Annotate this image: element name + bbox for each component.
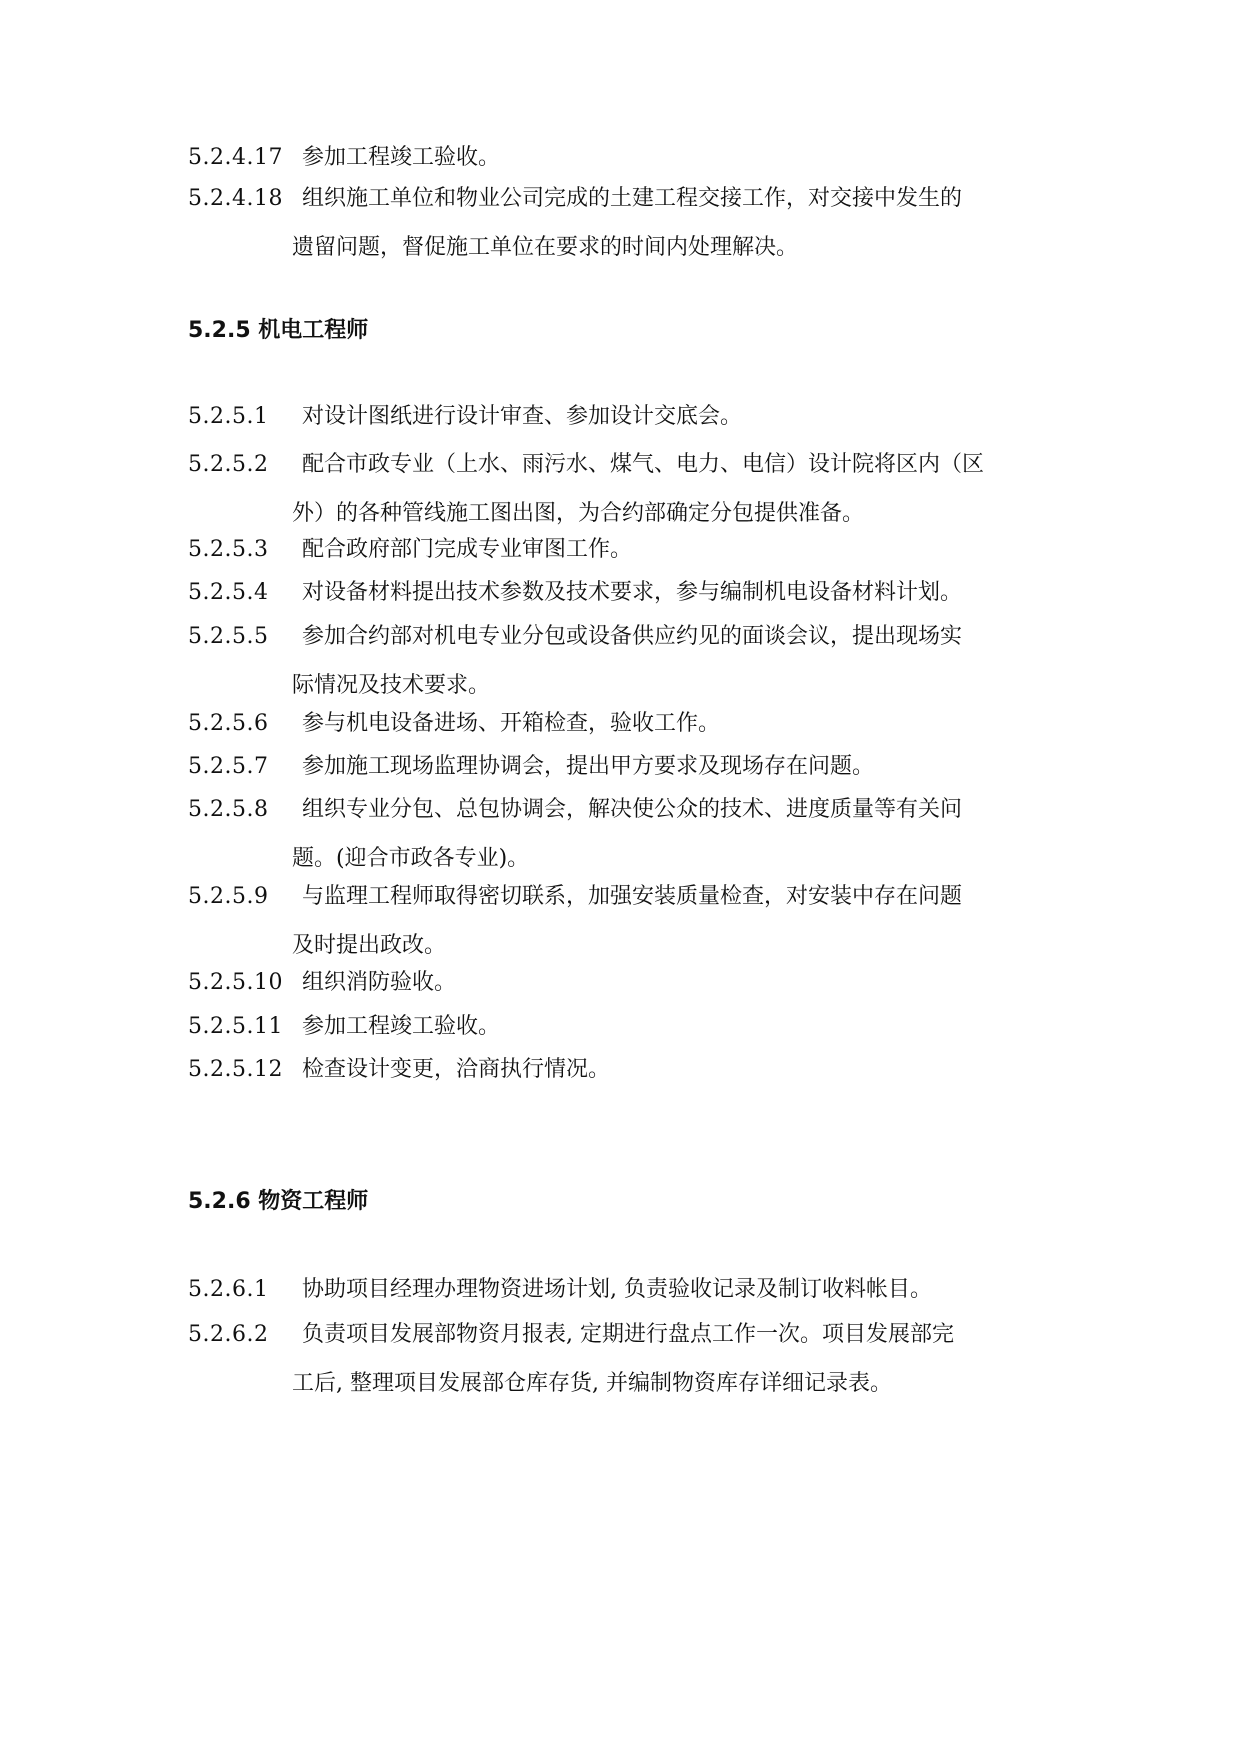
clause-text: 参加工程竣工验收。 — [302, 1014, 501, 1039]
clause-number: 5.2.6.2 — [188, 1322, 269, 1347]
clause-number: 5.2.5.12 — [188, 1057, 283, 1082]
clause-number: 5.2.5.3 — [188, 537, 269, 562]
clause-text-continued: 外）的各种管线施工图出图，为合约部确定分包提供准备。 — [292, 501, 865, 526]
clause-text-continued: 题。(迎合市政各专业)。 — [292, 846, 530, 871]
clause-text-continued: 际情况及技术要求。 — [292, 673, 491, 698]
clause-number: 5.2.4.17 — [188, 145, 283, 170]
clause-text: 参加合约部对机电专业分包或设备供应约见的面谈会议，提出现场实 — [302, 624, 963, 649]
clause-text: 协助项目经理办理物资进场计划, 负责验收记录及制订收料帐目。 — [302, 1277, 932, 1302]
clause-number: 5.2.4.18 — [188, 186, 283, 211]
section-heading-5-2-6: 5.2.6 物资工程师 — [188, 1189, 369, 1214]
clause-text: 检查设计变更，洽商执行情况。 — [302, 1057, 611, 1082]
clause-text: 负责项目发展部物资月报表, 定期进行盘点工作一次。项目发展部完 — [302, 1322, 954, 1347]
clause-number: 5.2.5.7 — [188, 754, 269, 779]
clause-number: 5.2.6.1 — [188, 1277, 269, 1302]
clause-number: 5.2.5.9 — [188, 884, 269, 909]
clause-number: 5.2.5.2 — [188, 452, 269, 477]
clause-number: 5.2.5.6 — [188, 711, 269, 736]
clause-text: 对设备材料提出技术参数及技术要求，参与编制机电设备材料计划。 — [302, 580, 963, 605]
clause-number: 5.2.5.11 — [188, 1014, 283, 1039]
clause-number: 5.2.5.1 — [188, 404, 269, 429]
clause-number: 5.2.5.10 — [188, 970, 283, 995]
clause-number: 5.2.5.5 — [188, 624, 269, 649]
section-heading-5-2-5: 5.2.5 机电工程师 — [188, 318, 369, 343]
clause-number: 5.2.5.4 — [188, 580, 269, 605]
clause-text-continued: 及时提出政改。 — [292, 933, 447, 958]
clause-text: 参与机电设备进场、开箱检查，验收工作。 — [302, 711, 721, 736]
clause-text: 配合政府部门完成专业审图工作。 — [302, 537, 633, 562]
clause-text: 配合市政专业（上水、雨污水、煤气、电力、电信）设计院将区内（区 — [302, 452, 985, 477]
clause-text: 组织施工单位和物业公司完成的土建工程交接工作，对交接中发生的 — [302, 186, 963, 211]
clause-text: 参加施工现场监理协调会，提出甲方要求及现场存在问题。 — [302, 754, 875, 779]
clause-number: 5.2.5.8 — [188, 797, 269, 822]
clause-text: 组织消防验收。 — [302, 970, 457, 995]
clause-text: 参加工程竣工验收。 — [302, 145, 501, 170]
clause-text-continued: 遗留问题，督促施工单位在要求的时间内处理解决。 — [292, 235, 799, 260]
clause-text-continued: 工后, 整理项目发展部仓库存货, 并编制物资库存详细记录表。 — [292, 1371, 892, 1396]
clause-text: 与监理工程师取得密切联系，加强安装质量检查，对安装中存在问题 — [302, 884, 963, 909]
clause-text: 组织专业分包、总包协调会，解决使公众的技术、进度质量等有关问 — [302, 797, 963, 822]
clause-text: 对设计图纸进行设计审查、参加设计交底会。 — [302, 404, 743, 429]
